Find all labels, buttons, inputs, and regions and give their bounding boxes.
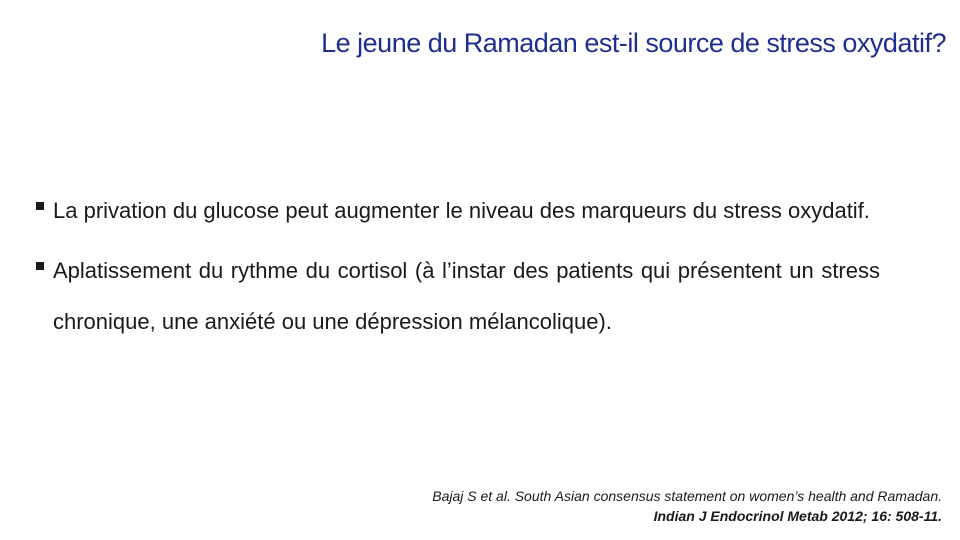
square-bullet-icon: [36, 202, 44, 210]
bullet-list: [36, 185, 880, 356]
slide-title: Le jeune du Ramadan est-il source de stress oxydatif?: [321, 28, 946, 58]
reference-citation: [242, 486, 942, 526]
bullet-text: La privation du glucose peut augmenter le niveau des marqueurs du stress oxydatif.: [53, 198, 870, 223]
bullet-item-glucose: [36, 185, 880, 236]
reference-line-journal: Indian J Endocrinol Metab 2012; 16: 508-11.: [653, 508, 942, 524]
reference-line-authors: Bajaj S et al. South Asian consensus statement on women’s health and Ramadan.: [432, 488, 942, 504]
bullet-item-cortisol: [36, 245, 880, 347]
square-bullet-icon: [36, 262, 44, 270]
bullet-text: Aplatissement du rythme du cortisol (à l’instar des patients qui présentent un stress chronique, une anxiété ou une dépression mélancolique).: [53, 258, 880, 334]
